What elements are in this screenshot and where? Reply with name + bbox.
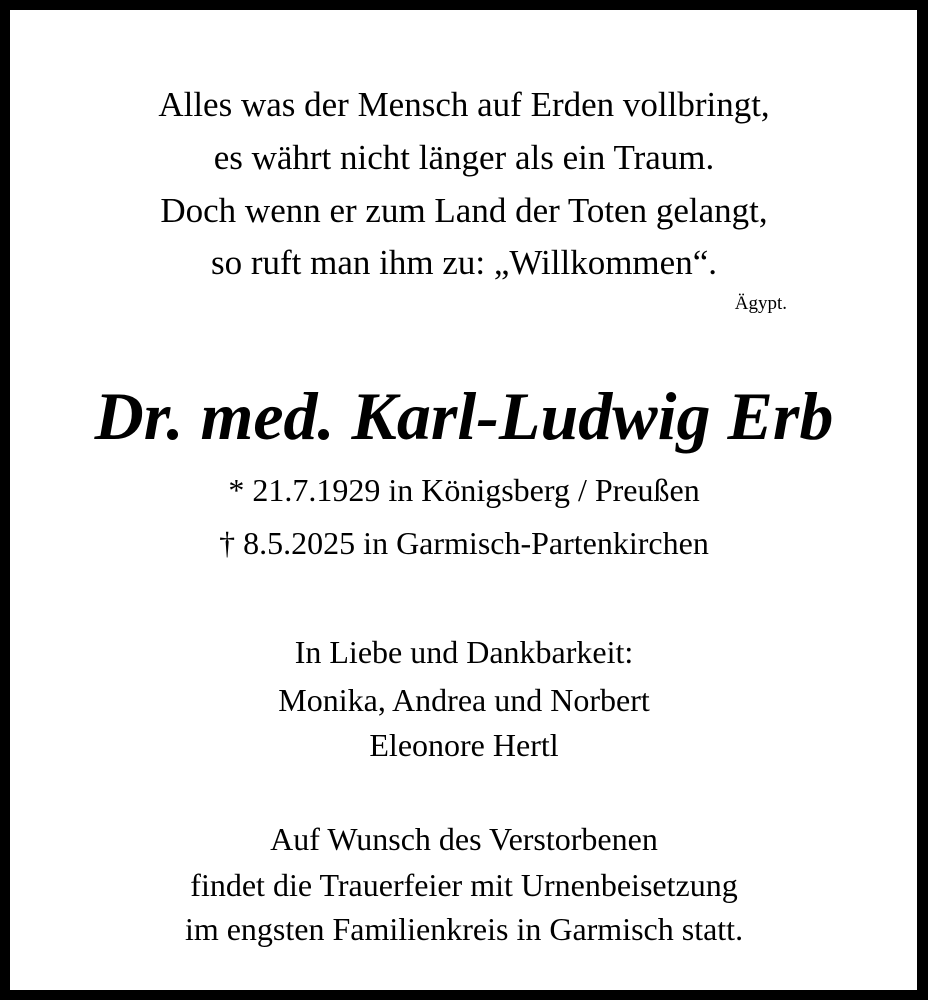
poem-line-2: es währt nicht länger als ein Traum. — [213, 138, 715, 177]
notice-line-1: Auf Wunsch des Verstorbenen — [270, 821, 658, 857]
death-date: † 8.5.2025 in Garmisch-Partenkirchen — [219, 525, 709, 561]
deceased-name: Dr. med. Karl-Ludwig Erb — [94, 378, 834, 454]
mourners-intro: In Liebe und Dankbarkeit: — [294, 634, 634, 670]
poem-line-4: so ruft man ihm zu: „Willkommen“. — [211, 243, 717, 282]
birth-date: * 21.7.1929 in Königsberg / Preußen — [228, 472, 700, 508]
poem-line-3: Doch wenn er zum Land der Toten gelangt, — [160, 191, 768, 230]
mourners-name-2: Eleonore Hertl — [369, 727, 559, 763]
notice-line-3: im engsten Familienkreis in Garmisch statt. — [184, 911, 744, 947]
mourners-name-1: Monika, Andrea und Norbert — [278, 682, 650, 718]
poem-line-1: Alles was der Mensch auf Erden vollbringt, — [158, 85, 770, 124]
notice-line-2: findet die Trauerfeier mit Urnenbeisetzung — [190, 867, 738, 903]
poem-source: Ägypt. — [734, 293, 787, 314]
